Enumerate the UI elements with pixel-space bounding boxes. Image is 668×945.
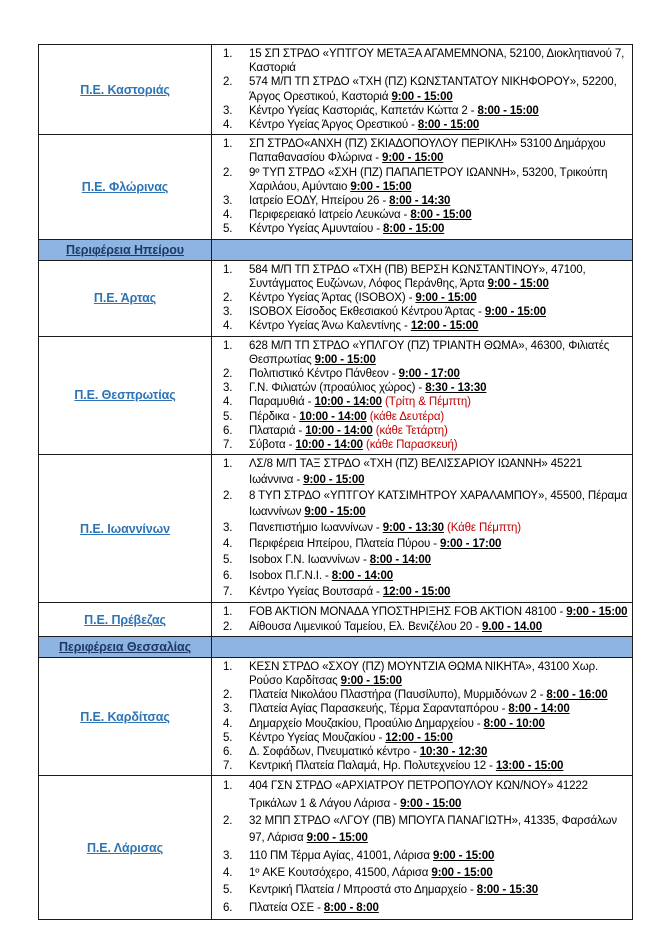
location-hours: 10:00 - 14:00 (295, 439, 363, 452)
location-item (212, 194, 629, 208)
location-item (212, 319, 629, 333)
location-hours: 8:30 - 13:30 (425, 382, 487, 395)
locations-table (38, 44, 633, 920)
location-item (212, 553, 629, 569)
unit-items-cell (212, 260, 633, 336)
location-hours: 9:00 - 15:00 (382, 152, 444, 165)
unit-label: Π.Ε. Πρέβεζας (84, 612, 166, 627)
location-hours: 12:00 - 15:00 (410, 320, 479, 333)
location-item (212, 166, 629, 194)
location-item (212, 367, 629, 381)
unit-items-cell (212, 135, 633, 239)
locations-list (212, 457, 629, 600)
location-item (212, 291, 629, 305)
location-item (212, 118, 629, 132)
location-item (212, 900, 629, 917)
location-hours: 9:00 - 15:00 (391, 90, 453, 103)
location-schedule-note: (κάθε Δευτέρα) (369, 410, 445, 423)
unit-label-cell (39, 336, 212, 455)
location-item (212, 688, 629, 702)
unit-label: Π.Ε. Καστοριάς (80, 82, 170, 97)
location-item (212, 208, 629, 222)
location-item (212, 263, 629, 291)
location-text: Περιφέρεια Ηπείρου, Πλατεία Πύρου - (249, 537, 441, 550)
location-item (212, 339, 629, 367)
unit-label-cell (39, 135, 212, 239)
location-item (212, 778, 629, 813)
location-text: Πανεπιστήμιο Ιωαννίνων - (249, 521, 383, 534)
location-item (212, 438, 629, 452)
unit-row (39, 135, 633, 239)
location-hours: 12:00 - 15:00 (382, 585, 451, 598)
unit-label: Π.Ε. Θεσπρωτίας (74, 388, 176, 403)
location-hours: 9:00 - 17:00 (440, 537, 502, 550)
location-text: Ιατρείο ΕΟΔΥ, Ηπείρου 26 - (249, 195, 390, 208)
locations-list (212, 660, 629, 774)
location-item (212, 731, 629, 745)
unit-row (39, 45, 633, 135)
location-hours: 13:00 - 15:00 (495, 760, 564, 773)
location-hours: 9:00 - 15:00 (314, 353, 376, 366)
unit-label-cell (39, 603, 212, 636)
location-schedule-note: (κάθε Παρασκευή) (366, 439, 458, 452)
location-text: Παραμυθιά - (249, 396, 315, 409)
location-text: 404 ΓΣΝ ΣΤΡΔΟ «ΑΡΧΙΑΤΡΟΥ ΠΕΤΡΟΠΟΥΛΟΥ ΚΩΝ/ΝΟΥ» 41222 Τρικάλων 1 & Λάγου Λάρισα - (249, 780, 588, 810)
location-hours: 8:00 - 15:00 (410, 209, 472, 222)
location-hours: 10:30 - 12:30 (419, 746, 488, 759)
unit-items-cell (212, 336, 633, 455)
location-hours: 9:00 - 15:00 (306, 832, 368, 845)
location-text: Γ.Ν. Φιλιατών (προαύλιος χώρος) - (249, 382, 426, 395)
location-item (212, 717, 629, 731)
location-text: Πολιτιστικό Κέντρο Πάνθεον - (249, 368, 399, 381)
location-text: Πέρδικα - (249, 410, 300, 423)
location-hours: 9:00 - 15:00 (350, 180, 412, 193)
location-item (212, 457, 629, 489)
unit-label: Π.Ε. Άρτας (93, 291, 157, 306)
location-item (212, 489, 629, 521)
location-text: Δ. Σοφάδων, Πνευματικό κέντρο - (249, 746, 420, 759)
unit-label: Π.Ε. Καρδίτσας (80, 709, 170, 724)
location-text: 574 Μ/Π ΤΠ ΣΤΡΔΟ «ΤΧΗ (ΠΖ) ΚΩΝΣΤΑΝΤΑΤΟΥ ΝΙΚΗΦΟΡΟΥ», 52200, Άργος Ορεστικού, Καστοριά (249, 76, 617, 103)
location-hours: 9:00 - 15:00 (400, 797, 462, 810)
location-text: Κέντρο Υγείας Καστοριάς, Καπετάν Κώττα 2 - (249, 104, 478, 117)
location-item (212, 620, 629, 634)
location-hours: 10:00 - 14:00 (314, 396, 382, 409)
location-text: Πλατεία ΟΣΕ - (249, 901, 324, 914)
unit-label-cell (39, 657, 212, 776)
region-header-row (39, 636, 633, 657)
location-item (212, 222, 629, 236)
location-item (212, 605, 629, 619)
location-text: Κέντρο Υγείας Άρτας (ISOBOX) - (249, 292, 416, 305)
location-item (212, 424, 629, 438)
region-header-row (39, 239, 633, 260)
unit-items-cell (212, 45, 633, 135)
locations-list (212, 263, 629, 334)
location-item (212, 745, 629, 759)
location-item (212, 104, 629, 118)
location-item (212, 137, 629, 165)
location-text: Πλαταριά - (249, 424, 306, 437)
location-text: 628 Μ/Π ΤΠ ΣΤΡΔΟ «ΥΠΛΓΟΥ (ΠΖ) ΤΡΙΑΝΤΗ ΘΩΜΑ», 46300, Φιλιατές Θεσπρωτίας (249, 339, 610, 366)
location-text: Κέντρο Υγείας Άνω Καλεντίνης - (249, 320, 411, 333)
unit-label-cell (39, 455, 212, 603)
location-schedule-note: (Τρίτη & Πέμπτη) (385, 396, 471, 409)
location-text: Isobox Π.Γ.Ν.Ι. - (249, 569, 332, 582)
location-text: 8 ΤΥΠ ΣΤΡΔΟ «ΥΠΤΓΟΥ ΚΑΤΣΙΜΗΤΡΟΥ ΧΑΡΑΛΑΜΠΟΥ», 45500, Πέραμα Ιωαννίνων (249, 490, 628, 518)
location-item (212, 47, 629, 75)
region-label: Περιφέρεια Θεσσαλίας (58, 639, 192, 654)
location-item (212, 865, 629, 882)
unit-row (39, 776, 633, 919)
location-text: FOB AKTION ΜΟΝΑΔΑ ΥΠΟΣΤΗΡΙΞΗΣ FOB AKTION 48100 - (249, 606, 567, 619)
location-text: Κέντρο Υγείας Βουτσαρά - (249, 585, 383, 598)
location-hours: 9:00 - 15:00 (487, 277, 549, 290)
location-text: Κέντρο Υγείας Μουζακίου - (249, 731, 386, 744)
unit-items-cell (212, 455, 633, 603)
locations-table-body (39, 45, 633, 920)
unit-row (39, 260, 633, 336)
location-text: Δημαρχείο Μουζακίου, Προαύλιο Δημαρχείου - (249, 717, 484, 730)
location-hours: 8:00 - 15:00 (417, 119, 480, 132)
unit-items-cell (212, 776, 633, 919)
location-text: 15 ΣΠ ΣΤΡΔΟ «ΥΠΤΓΟΥ ΜΕΤΑΞΑ ΑΓΑΜΕΜΝΟΝΑ, 52100, Διοκλητιανού 7, Καστοριά (249, 48, 625, 75)
unit-items-cell (212, 603, 633, 636)
location-item (212, 410, 629, 424)
location-text: Αίθουσα Λιμενικού Ταμείου, Ελ. Βενιζέλου 20 - (249, 620, 483, 633)
location-text: ISOBOX Είσοδος Εκθεσιακού Κέντρου Άρτας - (249, 306, 485, 319)
region-empty-cell (212, 239, 633, 260)
region-label: Περιφέρεια Ηπείρου (66, 242, 184, 257)
location-item (212, 75, 629, 103)
location-text: Σύβοτα - (249, 439, 296, 452)
locations-list (212, 605, 629, 633)
location-item (212, 759, 629, 773)
location-text: Isobox Γ.Ν. Ιωαννίνων - (249, 553, 370, 566)
locations-list (212, 778, 629, 916)
location-hours: 9:00 - 15:00 (431, 866, 493, 879)
location-hours: 9:00 - 15:00 (303, 474, 365, 487)
locations-list (212, 47, 629, 132)
unit-label-cell (39, 776, 212, 919)
location-schedule-note: (κάθε Τετάρτη) (375, 424, 448, 437)
location-text: 584 Μ/Π ΤΠ ΣΤΡΔΟ «ΤΧΗ (ΠΒ) ΒΕΡΣΗ ΚΩΝΣΤΑΝΤΙΝΟΥ», 47100, Συντάγματος Ευζώνων, Λόφος Περάνθης, Άρτα (249, 263, 586, 290)
unit-label-cell (39, 45, 212, 135)
location-item (212, 569, 629, 585)
location-text: Περιφερειακό Ιατρείο Λευκώνα - (249, 209, 411, 222)
location-hours: 9.00 - 14.00 (482, 620, 542, 633)
location-text: Κεντρική Πλατεία Παλαμά, Ηρ. Πολυτεχνείου 12 - (249, 760, 496, 773)
location-hours: 8:00 - 8:00 (323, 901, 379, 914)
location-hours: 8:00 - 15:30 (476, 884, 539, 897)
location-hours: 8:00 - 16:00 (546, 689, 608, 702)
region-header-cell (39, 636, 212, 657)
location-hours: 8:00 - 14:00 (369, 553, 431, 566)
locations-list (212, 137, 629, 236)
location-text: Κέντρο Υγείας Άργος Ορεστικού - (249, 119, 418, 132)
location-text: ΚΕΣΝ ΣΤΡΔΟ «ΣΧΟΥ (ΠΖ) ΜΟΥΝΤΖΙΑ ΘΩΜΑ ΝΙΚΗΤΑ», 43100 Χωρ. Ρούσο Καρδίτσας (249, 660, 599, 688)
location-hours: 9:00 - 13:30 (382, 521, 444, 534)
unit-row (39, 657, 633, 776)
location-schedule-note: (Κάθε Πέμπτη) (447, 521, 521, 534)
location-text: 32 ΜΠΠ ΣΤΡΔΟ «ΛΓΟΥ (ΠΒ) ΜΠΟΥΓΑ ΠΑΝΑΓΙΩΤΗ», 41335, Φαρσάλων 97, Λάρισα (249, 815, 618, 845)
unit-label: Π.Ε. Λάρισας (86, 840, 164, 855)
location-item (212, 521, 629, 537)
unit-label: Π.Ε. Ιωαννίνων (80, 521, 170, 536)
location-item (212, 395, 629, 409)
unit-label-cell (39, 260, 212, 336)
location-text: Κέντρο Υγείας Αμυνταίου - (249, 223, 384, 236)
unit-items-cell (212, 657, 633, 776)
location-item (212, 537, 629, 553)
unit-row (39, 455, 633, 603)
location-hours: 12:00 - 15:00 (385, 731, 453, 744)
unit-row (39, 603, 633, 636)
unit-label: Π.Ε. Φλώρινας (81, 179, 169, 194)
location-item (212, 813, 629, 848)
location-text: Κεντρική Πλατεία / Μπροστά στο Δημαρχείο - (249, 884, 477, 897)
location-item (212, 585, 629, 601)
location-item (212, 305, 629, 319)
locations-list (212, 339, 629, 453)
location-hours: 8:00 - 14:30 (389, 195, 451, 208)
location-text: 9º ΤΥΠ ΣΤΡΔΟ «ΣΧΗ (ΠΖ) ΠΑΠΑΠΕΤΡΟΥ ΙΩΑΝΝΗ», 53200, Τρικούπη Χαριλάου, Αμύνταιο (249, 166, 608, 193)
location-hours: 9:00 - 15:00 (433, 849, 495, 862)
unit-row (39, 336, 633, 455)
location-hours: 9:00 - 15:00 (340, 675, 402, 688)
region-header-cell (39, 239, 212, 260)
location-text: ΛΣ/8 Μ/Π ΤΑΞ ΣΤΡΔΟ «ΤΧΗ (ΠΖ) ΒΕΛΙΣΣΑΡΙΟΥ ΙΩΑΝΝΗ» 45221 Ιωάννινα - (249, 458, 583, 487)
location-hours: 10:00 - 14:00 (305, 424, 373, 437)
location-hours: 8:00 - 14:00 (508, 703, 570, 716)
location-hours: 9:00 - 15:00 (415, 292, 477, 305)
location-hours: 8:00 - 15:00 (383, 223, 445, 236)
location-text: 1º ΑΚΕ Κουτσόχερο, 41500, Λάρισα (249, 866, 432, 879)
location-hours: 8:00 - 14:00 (331, 569, 394, 582)
location-hours: 8:00 - 10:00 (483, 717, 545, 730)
location-item (212, 660, 629, 688)
region-empty-cell (212, 636, 633, 657)
location-text: 110 ΠΜ Τέρμα Αγίας, 41001, Λάρισα (249, 849, 434, 862)
location-hours: 9:00 - 17:00 (398, 368, 460, 381)
location-item (212, 702, 629, 716)
location-hours: 10:00 - 14:00 (299, 410, 367, 423)
location-text: ΣΠ ΣΤΡΔΟ«ΑΝΧΗ (ΠΖ) ΣΚΙΑΔΟΠΟΥΛΟΥ ΠΕΡΙΚΛΗ» 53100 Δημάρχου Παπαθανασίου Φλώρινα - (249, 138, 606, 165)
location-hours: 9:00 - 15:00 (304, 506, 366, 518)
location-item (212, 882, 629, 899)
location-item (212, 381, 629, 395)
location-hours: 9:00 - 15:00 (566, 606, 628, 619)
location-hours: 8:00 - 15:00 (477, 104, 539, 117)
location-text: Πλατεία Νικολάου Πλαστήρα (Παυσίλυπο), Μυρμιδόνων 2 - (249, 689, 547, 702)
location-hours: 9:00 - 15:00 (484, 306, 547, 319)
location-item (212, 848, 629, 865)
location-text: Πλατεία Αγίας Παρασκευής, Τέρμα Σαρανταπόρου - (249, 703, 509, 716)
